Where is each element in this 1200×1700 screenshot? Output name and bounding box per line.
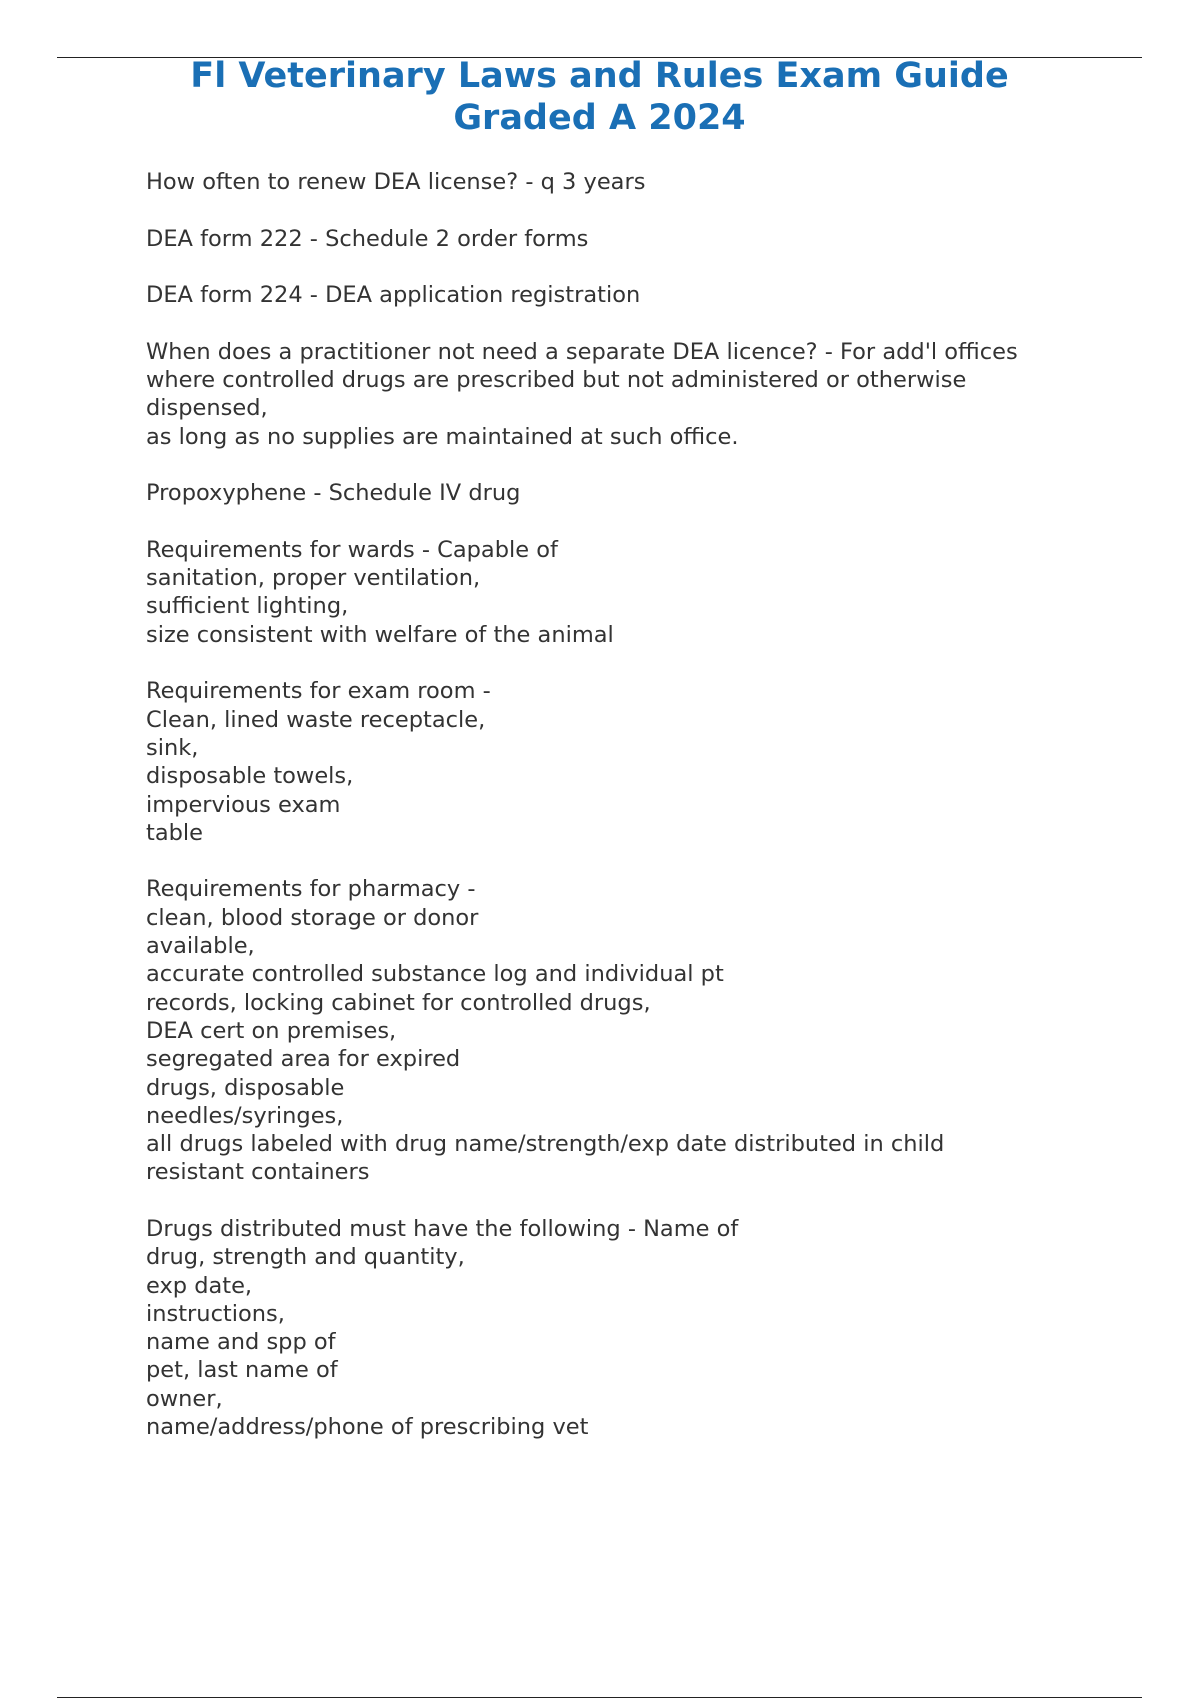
text-line: segregated area for expired — [146, 1046, 461, 1073]
text-line: sink, — [146, 734, 199, 761]
text-line: accurate controlled substance log and individual pt — [146, 961, 724, 988]
text-line: impervious exam — [146, 791, 341, 818]
qa-entry-propoxyphene — [146, 479, 1146, 507]
text-line: Requirements for wards - Capable of — [146, 536, 558, 563]
text-line: records, locking cabinet for controlled drugs, — [146, 989, 651, 1016]
text-line: drug, strength and quantity, — [146, 1244, 465, 1271]
qa-entry-wards — [146, 536, 1146, 649]
text-line: Propoxyphene - Schedule IV drug — [146, 480, 521, 507]
text-line: drugs, disposable — [146, 1074, 345, 1101]
text-line: When does a practitioner not need a separate DEA licence? - For add'l offices — [146, 338, 1018, 365]
text-line: resistant containers — [146, 1159, 370, 1186]
text-line: owner, — [146, 1385, 223, 1412]
text-line: sufficient lighting, — [146, 593, 349, 620]
text-line: pet, last name of — [146, 1357, 338, 1384]
qa-entry-pharmacy — [146, 875, 1146, 1186]
qa-list — [146, 168, 1146, 1470]
text-line: Requirements for pharmacy - — [146, 876, 476, 903]
text-line: name/address/phone of prescribing vet — [146, 1414, 589, 1441]
qa-entry-dea-form-222 — [146, 225, 1146, 253]
document-title — [57, 55, 1142, 139]
qa-entry-separate-dea-licence — [146, 338, 1146, 451]
text-line: DEA form 222 - Schedule 2 order forms — [146, 225, 589, 252]
text-line: where controlled drugs are prescribed but not administered or otherwise — [146, 367, 967, 394]
text-line: exp date, — [146, 1272, 253, 1299]
text-line: disposable towels, — [146, 763, 354, 790]
text-line: DEA cert on premises, — [146, 1017, 397, 1044]
qa-entry-dea-renewal — [146, 168, 1146, 196]
text-line: DEA form 224 - DEA application registration — [146, 282, 641, 309]
qa-entry-drugs-distributed — [146, 1215, 1146, 1441]
title-line-2: Graded A 2024 — [453, 98, 746, 138]
text-line: name and spp of — [146, 1329, 336, 1356]
text-line: needles/syringes, — [146, 1102, 344, 1129]
text-line: available, — [146, 933, 255, 960]
text-line: sanitation, proper ventilation, — [146, 565, 481, 592]
qa-entry-exam-room — [146, 677, 1146, 847]
text-line: Clean, lined waste receptacle, — [146, 706, 486, 733]
bottom-rule — [57, 1697, 1142, 1698]
text-line: table — [146, 819, 203, 846]
text-line: Requirements for exam room - — [146, 678, 491, 705]
text-line: clean, blood storage or donor — [146, 904, 479, 931]
text-line: all drugs labeled with drug name/strength/exp date distributed in child — [146, 1131, 945, 1158]
text-line: How often to renew DEA license? - q 3 years — [146, 169, 646, 195]
text-line: Drugs distributed must have the following - Name of — [146, 1215, 739, 1242]
text-line: dispensed, — [146, 395, 268, 422]
qa-entry-dea-form-224 — [146, 281, 1146, 309]
text-line: instructions, — [146, 1300, 285, 1327]
title-line-1: Fl Veterinary Laws and Rules Exam Guide — [190, 56, 1009, 96]
text-line: size consistent with welfare of the animal — [146, 621, 614, 648]
text-line: as long as no supplies are maintained at such office. — [146, 423, 739, 450]
